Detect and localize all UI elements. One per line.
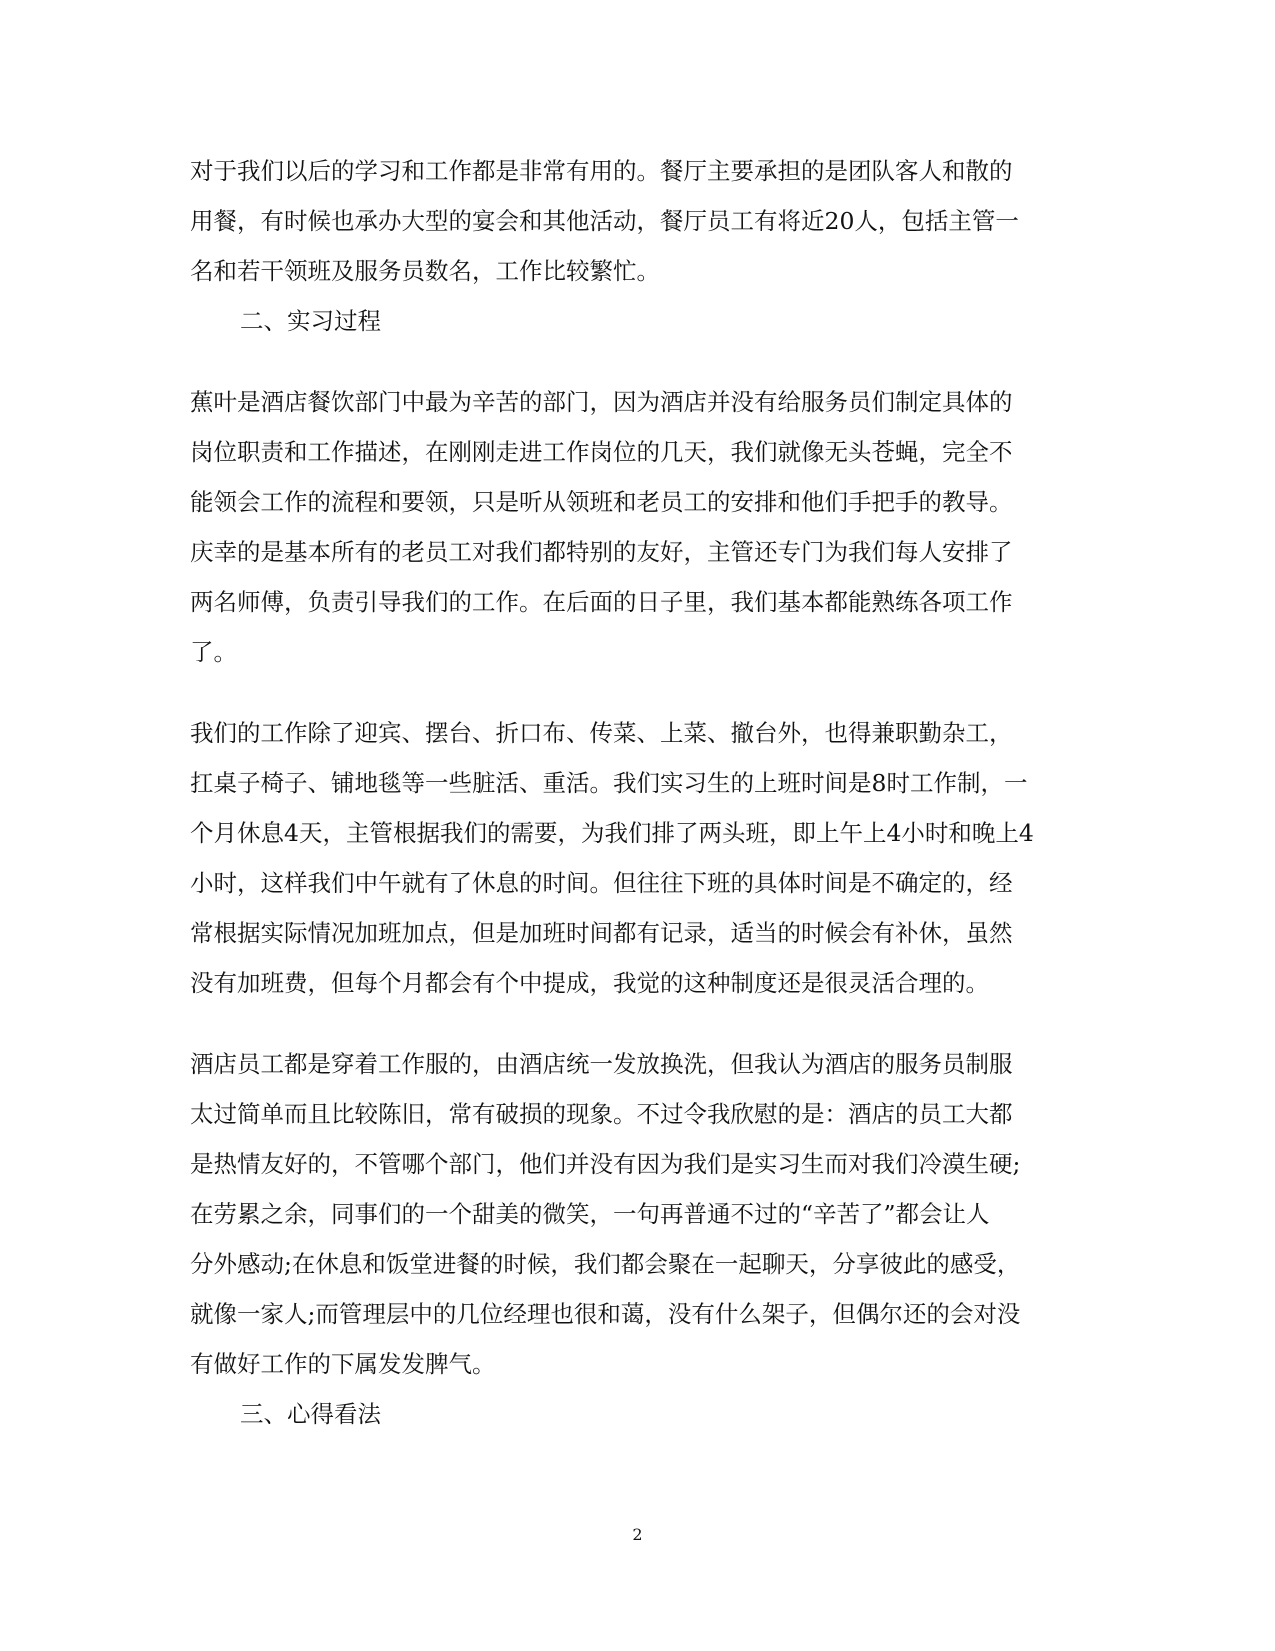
para3-line-4: 小时，这样我们中午就有了休息的时间。但往往下班的具体时间是不确定的，经 (190, 869, 1013, 897)
para4-line-4: 在劳累之余，同事们的一个甜美的微笑，一句再普通不过的“辛苦了”都会让人 (190, 1200, 990, 1228)
para4-line-5: 分外感动;在休息和饭堂进餐的时候，我们都会聚在一起聊天，分享彼此的感受， (190, 1250, 1021, 1278)
para2-line-2: 岗位职责和工作描述，在刚刚走进工作岗位的几天，我们就像无头苍蝇，完全不 (190, 438, 1013, 466)
para1-line-2: 用餐，有时候也承办大型的宴会和其他活动，餐厅员工有将近20人，包括主管一 (190, 207, 1019, 235)
para2-line-4: 庆幸的是基本所有的老员工对我们都特别的友好，主管还专门为我们每人安排了 (190, 538, 1013, 566)
page-number: 2 (632, 1525, 643, 1544)
para3-line-6: 没有加班费，但每个月都会有个中提成，我觉的这种制度还是很灵活合理的。 (190, 969, 989, 997)
para4-line-1: 酒店员工都是穿着工作服的，由酒店统一发放换洗，但我认为酒店的服务员制服 (190, 1050, 1013, 1078)
para4-line-6: 就像一家人;而管理层中的几位经理也很和蔼，没有什么架子，但偶尔还的会对没 (190, 1300, 1021, 1328)
para2-line-3: 能领会工作的流程和要领，只是听从领班和老员工的安排和他们手把手的教导。 (190, 488, 1013, 516)
para3-line-1: 我们的工作除了迎宾、摆台、折口布、传菜、上菜、撤台外，也得兼职勤杂工， (190, 719, 1013, 747)
para3-line-3: 个月休息4天，主管根据我们的需要，为我们排了两头班，即上午上4小时和晚上4 (190, 819, 1034, 847)
para4-line-3: 是热情友好的，不管哪个部门，他们并没有因为我们是实习生而对我们冷漠生硬; (190, 1150, 1021, 1178)
para2-line-1: 蕉叶是酒店餐饮部门中最为辛苦的部门，因为酒店并没有给服务员们制定具体的 (190, 388, 1013, 416)
para2-line-6: 了。 (190, 638, 237, 666)
para4-line-2: 太过简单而且比较陈旧，常有破损的现象。不过令我欣慰的是：酒店的员工大都 (190, 1100, 1013, 1128)
para1-line-3: 名和若干领班及服务员数名，工作比较繁忙。 (190, 257, 660, 285)
section-heading-3: 三、心得看法 (240, 1400, 381, 1428)
section-heading-2: 二、实习过程 (240, 307, 381, 335)
para3-line-2: 扛桌子椅子、铺地毯等一些脏活、重活。我们实习生的上班时间是8时工作制，一 (190, 769, 1028, 797)
para4-line-7: 有做好工作的下属发发脾气。 (190, 1350, 496, 1378)
para3-line-5: 常根据实际情况加班加点，但是加班时间都有记录，适当的时候会有补休，虽然 (190, 919, 1013, 947)
para1-line-1: 对于我们以后的学习和工作都是非常有用的。餐厅主要承担的是团队客人和散的 (190, 157, 1013, 185)
para2-line-5: 两名师傅，负责引导我们的工作。在后面的日子里，我们基本都能熟练各项工作 (190, 588, 1013, 616)
